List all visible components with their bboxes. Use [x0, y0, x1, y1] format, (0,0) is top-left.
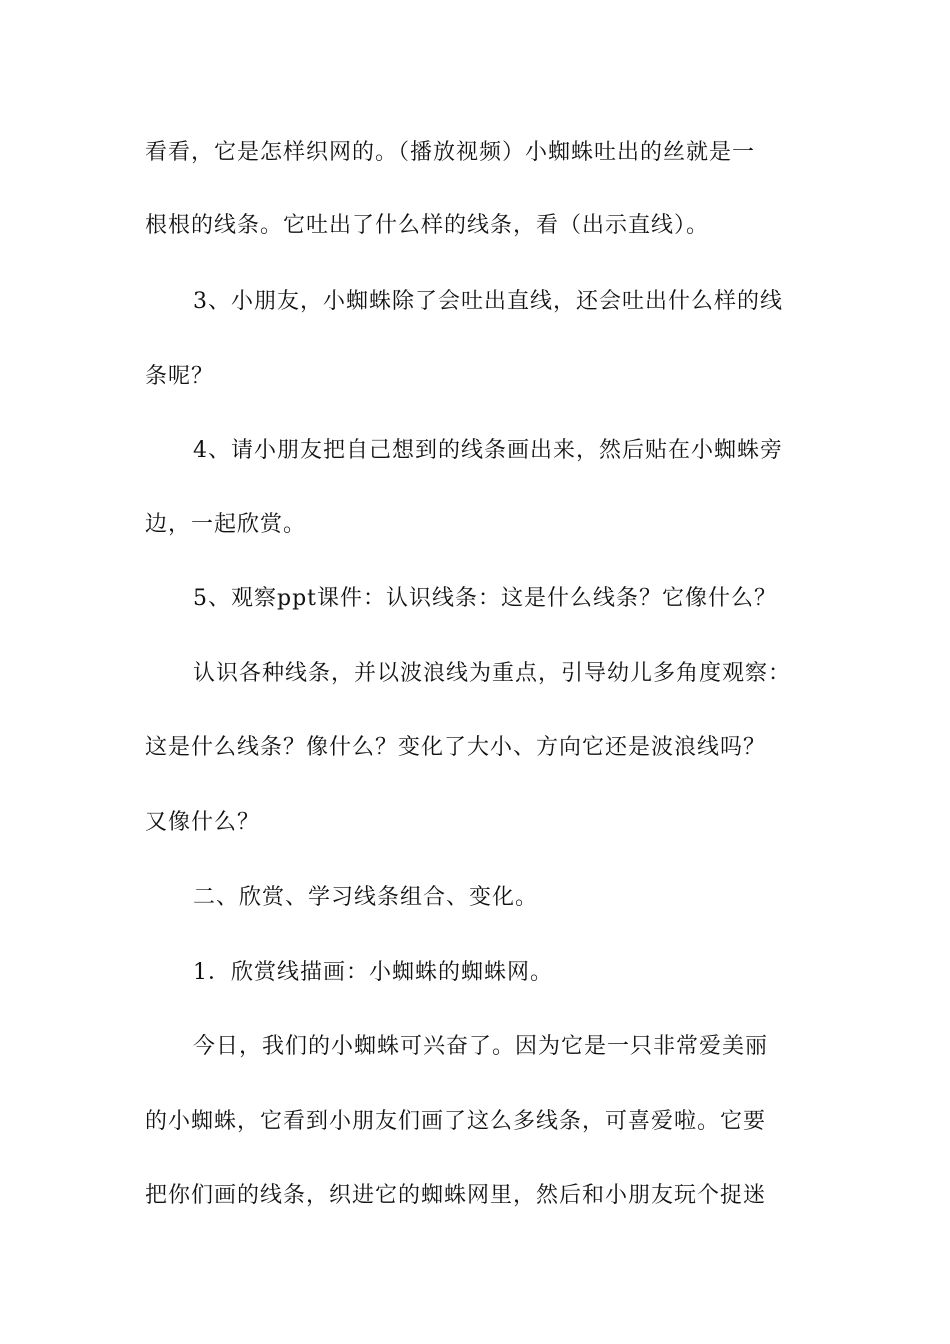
text-line-2: 根根的线条。它吐出了什么样的线条，看（出示直线）。: [145, 213, 710, 238]
paragraph-7-line-2: 的小蜘蛛，它看到小朋友们画了这么多线条，可喜爱啦。它要: [145, 1109, 767, 1134]
paragraph-6-line-1: 认识各种线条，并以波浪线为重点，引导幼儿多角度观察：: [193, 661, 792, 686]
paragraph-4-line-1: 4、请小朋友把自己想到的线条画出来，然后贴在小蜘蛛旁: [193, 438, 783, 463]
paragraph-7-line-3: 把你们画的线条，织进它的蜘蛛网里，然后和小朋友玩个捉迷: [145, 1183, 767, 1208]
paragraph-5-line-1: 5、观察ppt课件：认识线条：这是什么线条？它像什么？: [193, 586, 778, 611]
paragraph-4-line-2: 边，一起欣赏。: [145, 512, 307, 537]
paragraph-7-line-1: 今日，我们的小蜘蛛可兴奋了。因为它是一只非常爱美丽: [193, 1034, 769, 1059]
subsection-heading-1: 1．欣赏线描画：小蜘蛛的蜘蛛网。: [193, 960, 553, 985]
paragraph-3-line-2: 条呢？: [145, 364, 215, 389]
section-heading-2: 二、欣赏、学习线条组合、变化。: [193, 885, 539, 910]
paragraph-6-line-2: 这是什么线条？像什么？变化了大小、方向它还是波浪线吗？: [145, 735, 767, 760]
paragraph-6-line-3: 又像什么？: [145, 810, 261, 835]
paragraph-3-line-1: 3、小朋友，小蜘蛛除了会吐出直线，还会吐出什么样的线: [193, 289, 783, 314]
text-line-1: 看看，它是怎样织网的。（播放视频）小蜘蛛吐出的丝就是一: [145, 140, 756, 165]
